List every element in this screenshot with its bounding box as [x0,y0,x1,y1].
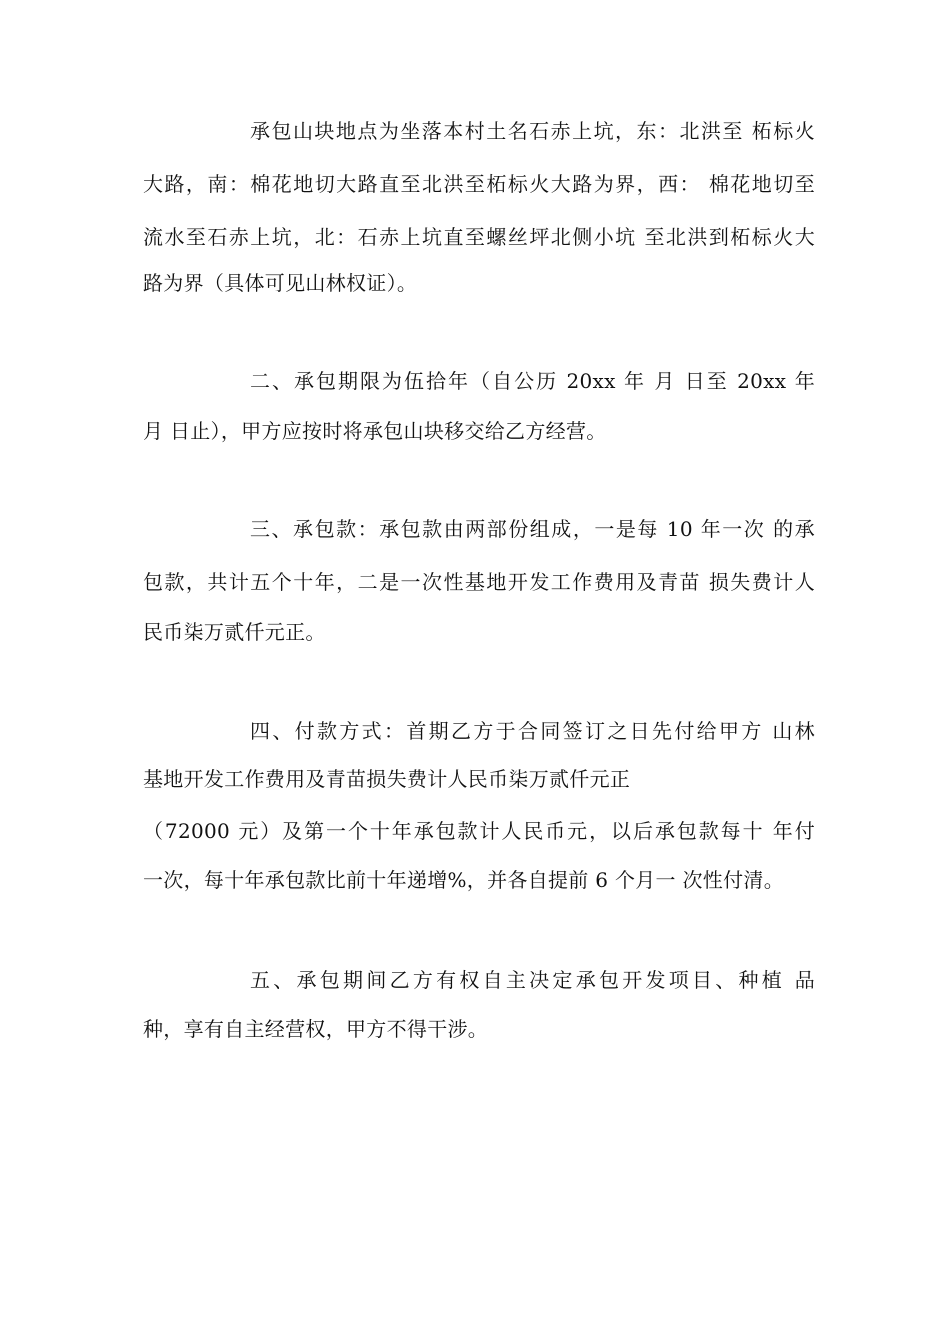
paragraph-2-line-2: 月 日止），甲方应按时将承包山块移交给乙方经营。 [143,419,607,443]
paragraph-1-line-2: 大路，南：棉花地切大路直至北洪至柘标火大路为界，西： 棉花地切至 [143,172,815,196]
paragraph-3-line-1: 三、承包款：承包款由两部份组成，一是每 10 年一次 的承 [250,517,815,541]
paragraph-1-line-1: 承包山块地点为坐落本村土名石赤上坑，东：北洪至 柘标火 [250,119,815,143]
paragraph-2-line-1: 二、承包期限为伍拾年（自公历 20xx 年 月 日至 20xx 年 [250,369,815,393]
paragraph-3-line-3: 民币柒万贰仟元正。 [143,620,326,644]
paragraph-4-line-2: 基地开发工作费用及青苗损失费计人民币柒万贰仟元正 [143,767,631,791]
paragraph-4-line-1: 四、付款方式：首期乙方于合同签订之日先付给甲方 山林 [250,719,815,743]
paragraph-4-line-3: （72000 元）及第一个十年承包款计人民币元，以后承包款每十 年付 [143,819,815,843]
paragraph-1-line-3: 流水至石赤上坑，北：石赤上坑直至螺丝坪北侧小坑 至北洪到柘标火大 [143,225,815,249]
paragraph-4-line-4: 一次，每十年承包款比前十年递增%，并各自提前 6 个月一 次性付清。 [143,868,784,892]
paragraph-1-line-4: 路为界（具体可见山林权证）。 [143,271,418,295]
paragraph-5-line-1: 五、承包期间乙方有权自主决定承包开发项目、种植 品 [250,968,815,992]
paragraph-5-line-2: 种，享有自主经营权，甲方不得干涉。 [143,1017,489,1041]
paragraph-3-line-2: 包款，共计五个十年，二是一次性基地开发工作费用及青苗 损失费计人 [143,570,815,594]
